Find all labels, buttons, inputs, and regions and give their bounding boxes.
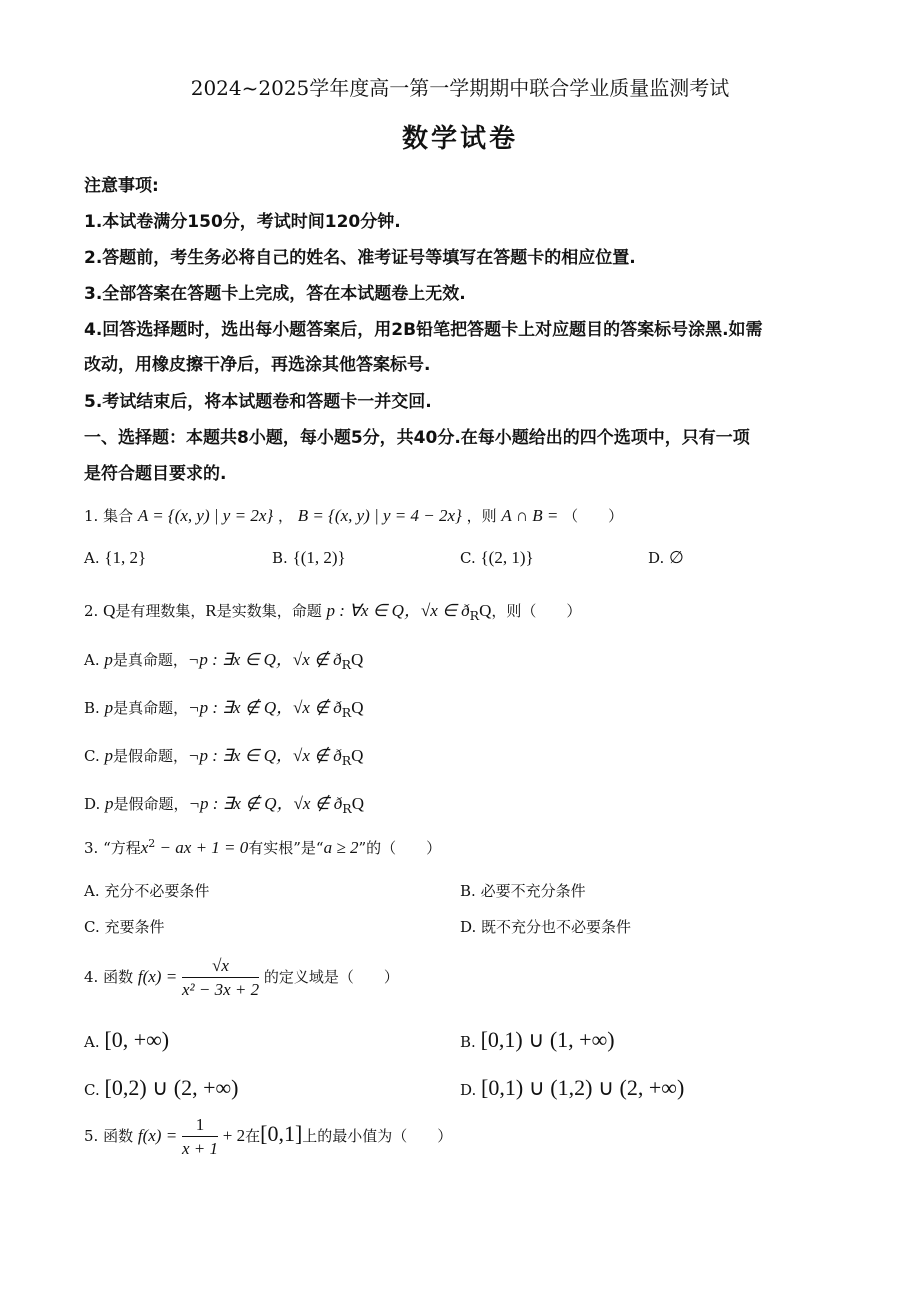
q2-paren: ，则（ ） [491, 602, 582, 620]
q3-stem-c: ”的（ ） [358, 839, 442, 857]
exam-title: 数学试卷 [401, 124, 518, 154]
q2-option-d-sub: R [342, 801, 352, 816]
q5-stem-b: 在 [245, 1127, 261, 1145]
q1-option-a-value: {1, 2} [104, 548, 147, 567]
q4-option-a [84, 1027, 169, 1053]
q5-fraction [182, 1115, 218, 1159]
q3-option-d [460, 916, 631, 937]
q2-option-d-end: Q [351, 794, 364, 813]
q2-option-b-text: 是真命题， [113, 699, 189, 717]
q3-option-c-text: 充要条件 [104, 918, 165, 936]
notice-item-3: 3.全部答案在答题卡上完成，答在本试题卷上无效. [84, 284, 466, 304]
q3-stem-b: 有实根”是“ [248, 839, 324, 857]
question-1 [84, 505, 623, 526]
q2-option-d-label: D. [84, 795, 101, 813]
q4-option-a-value: [0, +∞) [104, 1027, 170, 1052]
q2-option-c-text: 是假命题， [113, 747, 189, 765]
q2-proposition: p : ∀x ∈ Q，√x ∈ ð [326, 601, 470, 620]
q2-option-c-end: Q [351, 746, 364, 765]
q2-number: 2. [84, 602, 104, 620]
q1-set-b: B = {(x, y) | y = 4 − 2x} [297, 506, 462, 525]
q4-option-c [84, 1075, 239, 1101]
q2-option-c-sub: R [341, 753, 352, 768]
q1-set-a: A = {(x, y) | y = 2x} [137, 506, 274, 525]
q1-tail: ，则 [466, 507, 497, 525]
q3-option-b [460, 880, 586, 901]
q4-option-b-label: B. [460, 1033, 476, 1051]
q2-option-d-p: p [105, 794, 114, 813]
q5-denominator: x + 1 [181, 1139, 218, 1158]
notice-item-4: 4.回答选择题时，选出每小题答案后，用2B铅笔把答题卡上对应题目的答案标号涂黑.如需 [84, 320, 763, 340]
section-heading-line2: 是符合题目要求的. [84, 464, 227, 484]
q1-option-a [84, 548, 146, 568]
q5-plus-term: + 2 [222, 1126, 246, 1145]
notice-item-4-cont: 改动，用橡皮擦干净后，再选涂其他答案标号. [84, 355, 431, 375]
notice-heading: 注意事项: [84, 176, 159, 196]
q5-function: f(x) = [137, 1126, 178, 1145]
notice-item-1: 1.本试卷满分150分，考试时间120分钟. [84, 212, 401, 232]
q3-eq-sup: 2 [148, 837, 156, 850]
question-2 [84, 596, 581, 623]
q2-option-b-sub: R [341, 705, 352, 720]
q2-option-a-label: A. [84, 651, 100, 669]
q2-option-b-label: B. [84, 699, 100, 717]
q2-option-c-negation: ¬p : ∃x ∈ Q，√x ∉ ð [188, 746, 342, 765]
q2-proposition-end: Q [479, 601, 492, 620]
q4-option-b-value: [0,1) ∪ (1, +∞) [480, 1027, 615, 1052]
q4-fraction [182, 956, 259, 1000]
q2-option-b-p: p [104, 698, 114, 717]
q2-option-b-end: Q [351, 698, 364, 717]
notice-item-5: 5.考试结束后，将本试题卷和答题卡一并交回. [84, 392, 432, 412]
q1-option-a-label: A. [84, 549, 100, 567]
q3-stem-a: 3. “方程 [84, 839, 141, 857]
q2-option-d-text: 是假命题， [113, 795, 189, 813]
question-4 [84, 956, 399, 1000]
q4-option-a-label: A. [84, 1033, 100, 1051]
q3-option-a [84, 880, 209, 901]
q4-stem-b: 的定义域是（ ） [263, 968, 399, 986]
q2-option-d [84, 789, 364, 816]
q2-option-d-negation: ¬p : ∃x ∉ Q，√x ∉ ð [188, 794, 343, 813]
q1-comma: ， [277, 507, 293, 525]
q3-option-c-label: C. [84, 918, 100, 936]
q4-option-b [460, 1027, 615, 1053]
q2-option-b [84, 693, 364, 720]
q2-option-a-p: p [104, 650, 113, 669]
q1-ask: A ∩ B = [501, 506, 559, 525]
q5-numerator: 1 [182, 1115, 218, 1137]
q4-option-d-value: [0,1) ∪ (1,2) ∪ (2, +∞) [481, 1075, 685, 1100]
q2-stem-c: 是实数集，命题 [216, 602, 322, 620]
q2-stem-b: 是有理数集， [115, 602, 206, 620]
q3-option-c [84, 916, 165, 937]
q1-option-d-value: ∅ [669, 548, 684, 567]
q2-option-a-text: 是真命题， [112, 651, 188, 669]
q1-option-c [460, 548, 534, 568]
q4-stem-a: 4. 函数 [84, 968, 134, 986]
q4-function: f(x) = [137, 967, 178, 986]
q4-option-c-label: C. [84, 1081, 100, 1099]
question-5 [84, 1115, 452, 1159]
q2-option-a-end: Q [351, 650, 364, 669]
q2-option-a [84, 645, 363, 672]
q1-option-d-label: D. [648, 549, 665, 567]
q2-option-c [84, 741, 363, 768]
q3-eq-rest: − ax + 1 = 0 [155, 838, 249, 857]
q1-option-b [272, 548, 346, 568]
q4-option-d [460, 1075, 684, 1101]
q2-option-a-negation: ¬p : ∃x ∈ Q，√x ∉ ð [187, 650, 342, 669]
q2-complement-sub: R [469, 608, 480, 623]
q3-option-d-text: 既不充分也不必要条件 [481, 918, 632, 936]
q1-option-d [648, 548, 684, 568]
q2-option-c-label: C. [84, 747, 100, 765]
q4-denominator: x² − 3x + 2 [181, 980, 260, 999]
q1-option-b-label: B. [272, 549, 288, 567]
question-3 [84, 837, 441, 858]
q2-option-a-sub: R [341, 657, 352, 672]
q2-option-b-negation: ¬p : ∃x ∉ Q，√x ∉ ð [188, 698, 342, 717]
q4-option-c-value: [0,2) ∪ (2, +∞) [104, 1075, 239, 1100]
q5-stem-c: 上的最小值为（ ） [302, 1127, 453, 1145]
q1-option-b-value: {(1, 2)} [292, 548, 346, 567]
q3-option-b-text: 必要不充分条件 [480, 882, 586, 900]
q4-numerator: √x [182, 956, 259, 978]
q5-interval: [0,1] [260, 1121, 303, 1146]
section-heading-line1: 一、选择题：本题共8小题，每小题5分，共40分.在每小题给出的四个选项中，只有一项 [84, 428, 750, 448]
q1-option-c-value: {(2, 1)} [480, 548, 534, 567]
q1-prefix: 1. 集合 [84, 507, 134, 525]
notice-item-2: 2.答题前，考生务必将自己的姓名、准考证号等填写在答题卡的相应位置. [84, 248, 636, 268]
q1-option-c-label: C. [460, 549, 476, 567]
q2-symbol-q: Q [103, 601, 116, 620]
q1-paren: （ ） [563, 507, 624, 525]
q4-option-d-label: D. [460, 1081, 477, 1099]
q2-option-c-p: p [104, 746, 113, 765]
exam-subtitle: 2024~2025学年度高一第一学期期中联合学业质量监测考试 [190, 76, 730, 100]
q3-option-d-label: D. [460, 918, 477, 936]
q3-eq-x: x [140, 838, 149, 857]
q3-option-a-text: 充分不必要条件 [104, 882, 210, 900]
q2-symbol-r: R [205, 601, 217, 620]
q5-stem-a: 5. 函数 [84, 1127, 134, 1145]
q3-option-b-label: B. [460, 882, 476, 900]
q3-condition: a ≥ 2 [323, 838, 359, 857]
q3-option-a-label: A. [84, 882, 100, 900]
